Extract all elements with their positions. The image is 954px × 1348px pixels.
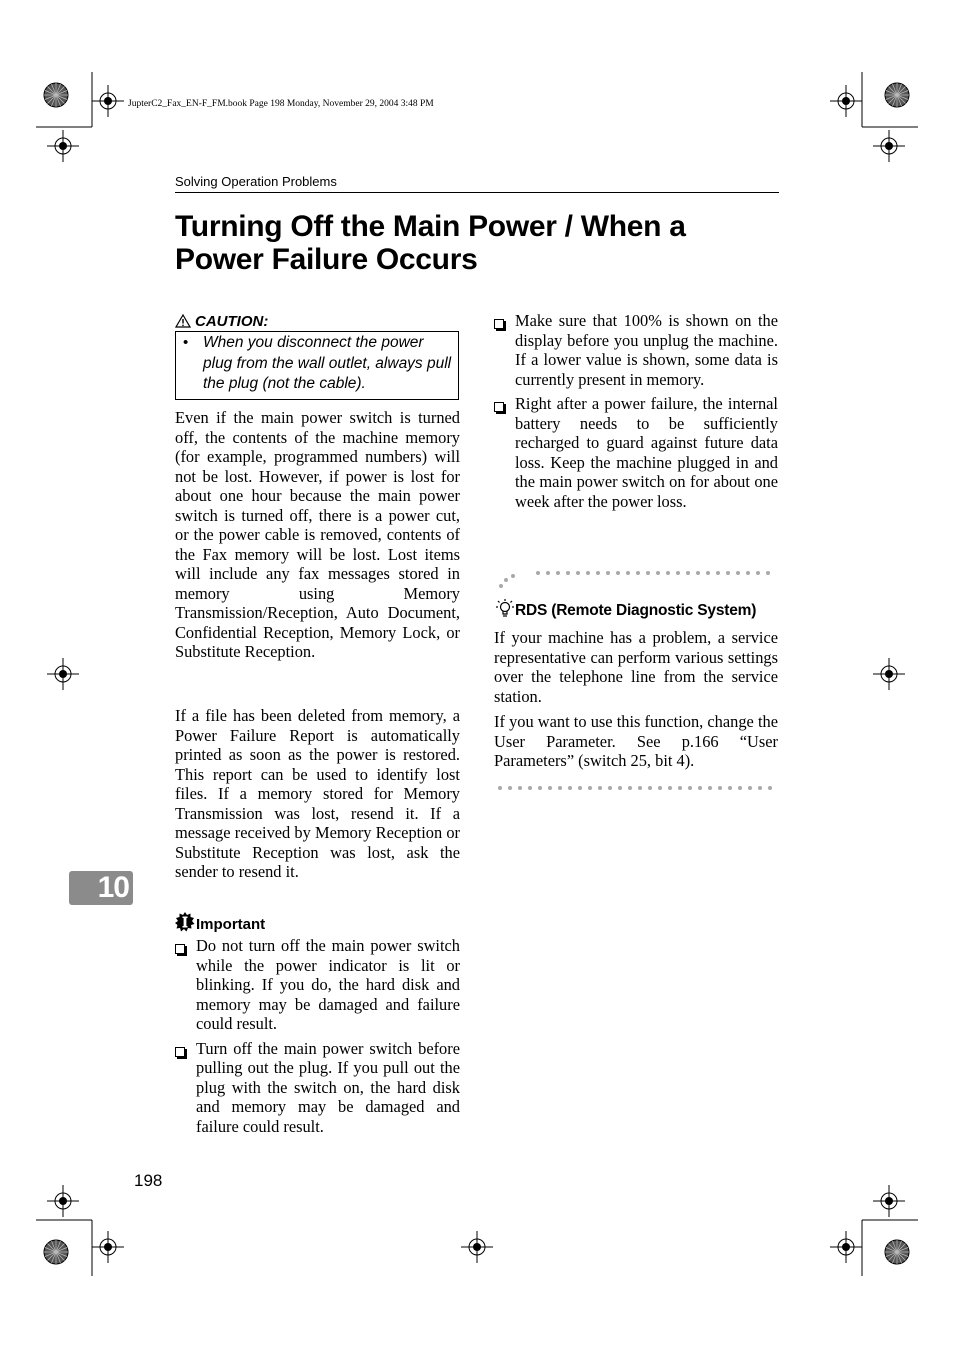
dot: [766, 571, 770, 575]
dot: [528, 786, 532, 790]
body-paragraph-memory-loss: Even if the main power switch is turned off, the contents of the machine memory (for example, programmed numbers) will not be lost. However, if power is lost for about one hour because the main power switch is turned off, there is a power cut, or the power cable is removed, contents of the Fax memory will be lost. Lost items will include any fax messages stored in memory using Memory Transmission/Reception, Auto Document, Confidential Reception, Memory Lock, or Substitute Reception.: [175, 408, 460, 661]
caution-triangle-icon: [175, 314, 191, 328]
dot: [536, 571, 540, 575]
dot: [716, 571, 720, 575]
dot: [678, 786, 682, 790]
running-head: Solving Operation Problems: [175, 174, 337, 189]
important-label: Important: [196, 916, 266, 933]
list-item: [494, 394, 778, 511]
dot: [726, 571, 730, 575]
tip-bulb-icon: [494, 598, 514, 618]
notes-list: [494, 311, 778, 516]
dot: [578, 786, 582, 790]
dot: [666, 571, 670, 575]
dot: [746, 571, 750, 575]
important-heading: [175, 912, 265, 933]
dot: [696, 571, 700, 575]
dot: [498, 786, 502, 790]
dot: [596, 571, 600, 575]
dot: [548, 786, 552, 790]
page-number: 198: [134, 1171, 163, 1190]
dot: [576, 571, 580, 575]
caution-label: CAUTION:: [195, 313, 269, 330]
dot: [626, 571, 630, 575]
dot: [608, 786, 612, 790]
dot: [768, 786, 772, 790]
print-info: JupterC2_Fax_EN-F_FM.book Page 198 Monday, November 29, 2004 3:48 PM: [128, 99, 434, 109]
rds-paragraph-setting: If you want to use this function, change the User Parameter. See p.166 “User Parameters” (switch 25, bit 4).: [494, 712, 778, 770]
tip-curve-dots: [498, 572, 528, 590]
dot: [586, 571, 590, 575]
dot: [606, 571, 610, 575]
dot: [638, 786, 642, 790]
checkbox-bullet-icon: [175, 940, 187, 952]
important-icon: [175, 912, 195, 932]
tip-top-dots: [498, 569, 779, 577]
dot: [738, 786, 742, 790]
dot: [636, 571, 640, 575]
note-text: Right after a power failure, the internal battery needs to be sufficiently recharged to guard against future data loss. Keep the machine plugged in and the main power switch on for about one week after the power loss.: [515, 394, 778, 511]
dot: [688, 786, 692, 790]
dot: [588, 786, 592, 790]
checkbox-bullet-icon: [494, 315, 506, 327]
dot: [616, 571, 620, 575]
caution-text: When you disconnect the power plug from the wall outlet, always pull the plug (not the cable).: [203, 334, 452, 392]
list-item: [175, 936, 460, 1034]
caution-heading: [175, 313, 268, 330]
dot: [698, 786, 702, 790]
note-text: Make sure that 100% is shown on the display before you unplug the machine. If a lower value is shown, some data is currently present in memory.: [515, 311, 778, 389]
tip-bottom-dots: [498, 784, 779, 792]
dot: [748, 786, 752, 790]
dot: [508, 786, 512, 790]
dot: [736, 571, 740, 575]
dot: [706, 571, 710, 575]
important-item-text: Turn off the main power switch before pulling out the plug. If you pull out the plug with the switch on, the hard disk and memory may be damaged and failure could result.: [196, 1038, 460, 1136]
dot: [546, 571, 550, 575]
rds-paragraph-intro: If your machine has a problem, a service representative can perform various settings over the telephone line from the service station.: [494, 628, 778, 706]
dot: [568, 786, 572, 790]
dot: [558, 786, 562, 790]
dot: [628, 786, 632, 790]
dot: [646, 571, 650, 575]
dot: [756, 571, 760, 575]
caution-box: [175, 331, 459, 400]
rds-heading: [494, 598, 756, 620]
page-title: Turning Off the Main Power / When a Power Failure Occurs: [175, 210, 686, 276]
dot: [676, 571, 680, 575]
dot: [566, 571, 570, 575]
list-item: [494, 311, 778, 389]
dot: [658, 786, 662, 790]
dot: [648, 786, 652, 790]
rds-label: RDS (Remote Diagnostic System): [515, 602, 757, 619]
dot: [556, 571, 560, 575]
dot: [686, 571, 690, 575]
chapter-tab: 10: [69, 871, 133, 905]
list-item: [175, 1039, 460, 1137]
dot: [656, 571, 660, 575]
dot: [758, 786, 762, 790]
dot: [518, 786, 522, 790]
checkbox-bullet-icon: [494, 398, 506, 410]
dot: [598, 786, 602, 790]
dot: [728, 786, 732, 790]
important-list: [175, 936, 460, 1141]
dot: [618, 786, 622, 790]
checkbox-bullet-icon: [175, 1043, 187, 1055]
body-paragraph-power-failure-report: If a file has been deleted from memory, a Power Failure Report is automatically printed as soon as the power is restored. This report can be used to identify lost files. If a memory stored for Memory Transmission was lost, resend it. If a message received by Memory Reception or Substitute Reception was lost, ask the sender to resend it.: [175, 706, 460, 881]
header-rule: [175, 192, 779, 193]
dot: [718, 786, 722, 790]
caution-bullet: •: [183, 334, 189, 351]
dot: [708, 786, 712, 790]
dot: [668, 786, 672, 790]
important-item-text: Do not turn off the main power switch while the power indicator is lit or blinking. If you do, the hard disk and memory may be damaged and failure could result.: [196, 936, 460, 1033]
dot: [538, 786, 542, 790]
